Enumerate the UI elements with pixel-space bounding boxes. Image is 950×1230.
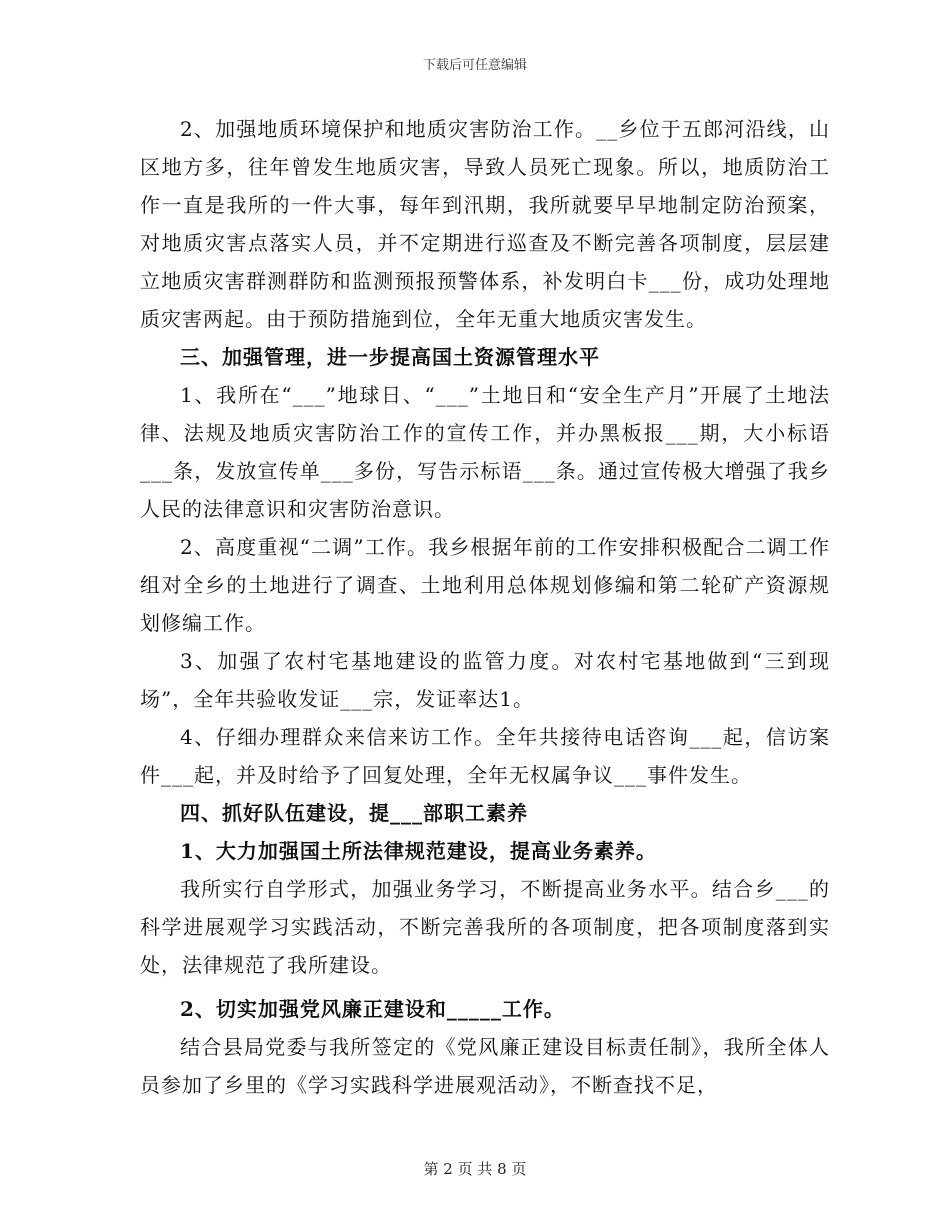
document-body: [140, 110, 830, 1104]
paragraph: 4、仔细办理群众来信来访工作。全年共接待电话咨询___起，信访案件___起，并及时给予了回复处理，全年无权属争议___事件发生。: [140, 725, 830, 787]
subsection-heading: 1、大力加强国土所法律规范建设，提高业务素养。: [180, 839, 657, 863]
paragraph: 2、加强地质环境保护和地质灾害防治工作。__乡位于五郎河沿线，山区地方多，往年曾发生地质灾害，导致人员死亡现象。所以，地质防治工作一直是我所的一件大事，每年到汛期，我所就要早早地制定防治预案，对地质灾害点落实人员，并不定期进行巡查及不断完善各项制度，层层建立地质灾害群测群防和监测预报预警体系，补发明白卡___份，成功处理地质灾害两起。由于预防措施到位，全年无重大地质灾害发生。: [140, 117, 830, 331]
subsection-heading: 2、切实加强党风廉正建设和_____工作。: [180, 997, 565, 1021]
paragraph: 2、高度重视“二调”工作。我乡根据年前的工作安排积极配合二调工作组对全乡的土地进行了调查、土地利用总体规划修编和第二轮矿产资源规划修编工作。: [140, 535, 830, 635]
page-header: 下载后可任意编辑: [422, 58, 527, 73]
section-heading: 四、抓好队伍建设，提___部职工素养: [180, 801, 528, 825]
paragraph: 1、我所在“___”地球日、“___”土地日和“安全生产月”开展了土地法律、法规及地质灾害防治工作的宣传工作，并办黑板报___期，大小标语___条，发放宣传单___多份，写告示标语___条。通过宣传极大增强了我乡人民的法律意识和灾害防治意识。: [140, 383, 830, 521]
paragraph: 结合县局党委与我所签定的《党风廉正建设目标责任制》，我所全体人员参加了乡里的《学习实践科学进展观活动》，不断查找不足，: [140, 1035, 830, 1097]
section-heading: 三、加强管理，进一步提高国土资源管理水平: [180, 345, 600, 369]
paragraph: 3、加强了农村宅基地建设的监管力度。对农村宅基地做到“三到现场”，全年共验收发证___宗，发证率达1。: [140, 649, 830, 711]
page-footer: 第 2 页 共 8 页: [423, 1160, 527, 1178]
paragraph: 我所实行自学形式，加强业务学习，不断提高业务水平。结合乡___的科学进展观学习实践活动，不断完善我所的各项制度，把各项制度落到实处，法律规范了我所建设。: [140, 877, 830, 977]
